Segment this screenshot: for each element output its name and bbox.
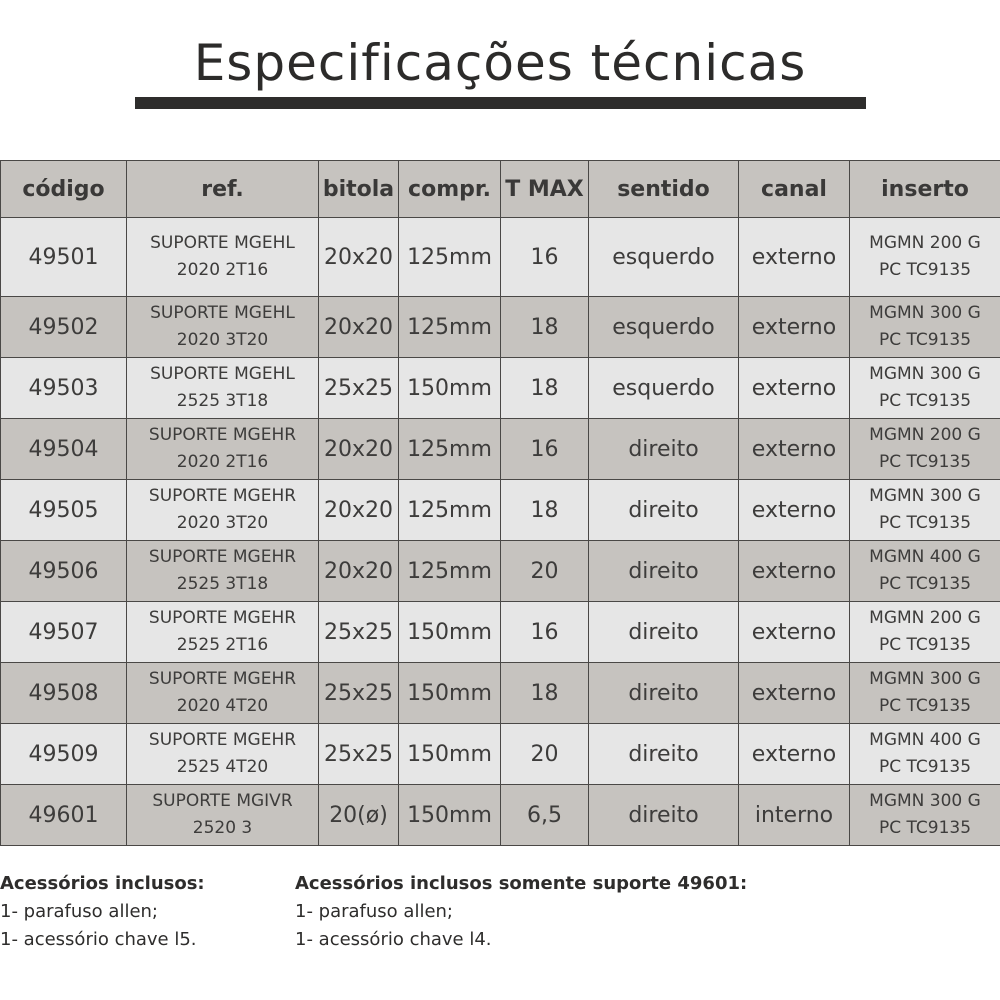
cell-inserto-line: MGMN 300 G — [869, 669, 981, 689]
cell-sentido: esquerdo — [589, 358, 739, 419]
cell-bitola: 20x20 — [319, 419, 399, 480]
cell-compr: 125mm — [399, 297, 501, 358]
table-body — [1, 218, 1000, 846]
cell-compr: 150mm — [399, 602, 501, 663]
cell-tmax: 16 — [501, 218, 589, 297]
cell-inserto-line: MGMN 200 G — [869, 233, 981, 253]
cell-inserto-line: MGMN 300 G — [869, 486, 981, 506]
cell-codigo: 49505 — [1, 480, 127, 541]
cell-ref-line: SUPORTE MGEHL — [150, 364, 295, 384]
cell-inserto — [850, 218, 1000, 297]
table-header-row — [1, 161, 1000, 218]
cell-ref — [127, 602, 319, 663]
cell-canal: externo — [739, 297, 850, 358]
table-row — [1, 541, 1000, 602]
cell-inserto — [850, 785, 1000, 846]
cell-ref — [127, 541, 319, 602]
cell-codigo: 49507 — [1, 602, 127, 663]
cell-ref-line: 2525 4T20 — [176, 757, 269, 777]
cell-inserto — [850, 419, 1000, 480]
cell-inserto-line: MGMN 300 G — [869, 791, 981, 811]
cell-ref-line: 2520 3 — [192, 818, 253, 838]
cell-codigo: 49506 — [1, 541, 127, 602]
cell-inserto-line: PC TC9135 — [878, 574, 972, 594]
cell-ref-line: SUPORTE MGEHR — [148, 486, 297, 506]
cell-ref — [127, 724, 319, 785]
cell-bitola: 20(ø) — [319, 785, 399, 846]
cell-compr: 150mm — [399, 358, 501, 419]
cell-inserto-line: PC TC9135 — [878, 635, 972, 655]
cell-codigo: 49502 — [1, 297, 127, 358]
cell-codigo: 49503 — [1, 358, 127, 419]
cell-sentido: esquerdo — [589, 297, 739, 358]
table-row — [1, 602, 1000, 663]
accessories-item: 1- acessório chave l5. — [0, 929, 197, 950]
cell-codigo: 49601 — [1, 785, 127, 846]
cell-codigo: 49509 — [1, 724, 127, 785]
cell-sentido: direito — [589, 724, 739, 785]
page-title: Especificações técnicas — [193, 34, 807, 92]
cell-ref-line: 2525 3T18 — [176, 574, 269, 594]
cell-canal: externo — [739, 541, 850, 602]
cell-ref — [127, 297, 319, 358]
cell-sentido: direito — [589, 785, 739, 846]
header-inserto: inserto — [850, 161, 1000, 218]
cell-bitola: 25x25 — [319, 358, 399, 419]
accessories-49601-heading: Acessórios inclusos somente suporte 49601: — [295, 873, 748, 894]
accessories-heading: Acessórios inclusos: — [0, 873, 205, 894]
table-row — [1, 724, 1000, 785]
cell-compr: 125mm — [399, 480, 501, 541]
cell-sentido: direito — [589, 419, 739, 480]
table-row — [1, 663, 1000, 724]
header-sentido: sentido — [589, 161, 739, 218]
cell-inserto-line: MGMN 200 G — [869, 608, 981, 628]
accessories-49601-item: 1- parafuso allen; — [295, 901, 453, 922]
cell-tmax: 18 — [501, 663, 589, 724]
cell-compr: 150mm — [399, 724, 501, 785]
cell-ref-line: SUPORTE MGEHR — [148, 730, 297, 750]
cell-canal: externo — [739, 663, 850, 724]
cell-codigo: 49504 — [1, 419, 127, 480]
cell-ref — [127, 480, 319, 541]
cell-compr: 150mm — [399, 663, 501, 724]
cell-ref-line: SUPORTE MGEHR — [148, 608, 297, 628]
cell-sentido: direito — [589, 541, 739, 602]
cell-inserto — [850, 663, 1000, 724]
cell-bitola: 25x25 — [319, 724, 399, 785]
cell-canal: externo — [739, 419, 850, 480]
accessories-49601-item: 1- acessório chave l4. — [295, 929, 492, 950]
cell-sentido: direito — [589, 663, 739, 724]
cell-tmax: 18 — [501, 480, 589, 541]
cell-sentido: esquerdo — [589, 218, 739, 297]
header-tmax: T MAX — [501, 161, 589, 218]
cell-inserto — [850, 724, 1000, 785]
cell-inserto-line: PC TC9135 — [878, 513, 972, 533]
cell-sentido: direito — [589, 602, 739, 663]
cell-inserto — [850, 297, 1000, 358]
title-underline — [135, 97, 866, 109]
specs-table — [0, 160, 1000, 846]
cell-ref-line: SUPORTE MGIVR — [152, 791, 293, 811]
cell-tmax: 20 — [501, 541, 589, 602]
cell-tmax: 18 — [501, 358, 589, 419]
cell-canal: externo — [739, 218, 850, 297]
cell-ref-line: 2020 2T16 — [176, 260, 269, 280]
cell-inserto-line: PC TC9135 — [878, 757, 972, 777]
cell-sentido: direito — [589, 480, 739, 541]
cell-tmax: 16 — [501, 419, 589, 480]
cell-inserto — [850, 480, 1000, 541]
table-row — [1, 480, 1000, 541]
cell-ref-line: 2525 3T18 — [176, 391, 269, 411]
cell-ref-line: 2525 2T16 — [176, 635, 269, 655]
header-compr: compr. — [399, 161, 501, 218]
cell-ref-line: SUPORTE MGEHR — [148, 547, 297, 567]
cell-ref-line: SUPORTE MGEHR — [148, 425, 297, 445]
cell-ref — [127, 785, 319, 846]
cell-ref — [127, 358, 319, 419]
cell-tmax: 6,5 — [501, 785, 589, 846]
table-row — [1, 297, 1000, 358]
cell-ref — [127, 663, 319, 724]
cell-inserto-line: MGMN 400 G — [869, 730, 981, 750]
cell-codigo: 49501 — [1, 218, 127, 297]
table-row — [1, 218, 1000, 297]
cell-tmax: 18 — [501, 297, 589, 358]
table-row — [1, 358, 1000, 419]
cell-tmax: 20 — [501, 724, 589, 785]
cell-inserto-line: MGMN 300 G — [869, 303, 981, 323]
cell-bitola: 25x25 — [319, 663, 399, 724]
cell-ref-line: 2020 3T20 — [176, 513, 269, 533]
cell-inserto-line: PC TC9135 — [878, 452, 972, 472]
header-canal: canal — [739, 161, 850, 218]
cell-inserto-line: PC TC9135 — [878, 330, 972, 350]
cell-inserto — [850, 541, 1000, 602]
cell-tmax: 16 — [501, 602, 589, 663]
cell-compr: 125mm — [399, 541, 501, 602]
cell-ref — [127, 419, 319, 480]
accessories-note — [0, 870, 205, 954]
table-row — [1, 785, 1000, 846]
cell-ref-line: SUPORTE MGEHR — [148, 669, 297, 689]
cell-compr: 125mm — [399, 419, 501, 480]
cell-canal: externo — [739, 480, 850, 541]
cell-inserto — [850, 602, 1000, 663]
cell-bitola: 20x20 — [319, 541, 399, 602]
cell-inserto-line: PC TC9135 — [878, 391, 972, 411]
cell-canal: externo — [739, 602, 850, 663]
cell-compr: 150mm — [399, 785, 501, 846]
table-row — [1, 419, 1000, 480]
cell-ref-line: SUPORTE MGEHL — [150, 233, 295, 253]
cell-inserto — [850, 358, 1000, 419]
cell-ref — [127, 218, 319, 297]
cell-canal: externo — [739, 724, 850, 785]
cell-inserto-line: MGMN 300 G — [869, 364, 981, 384]
accessories-item: 1- parafuso allen; — [0, 901, 158, 922]
cell-inserto-line: PC TC9135 — [878, 818, 972, 838]
cell-canal: externo — [739, 358, 850, 419]
cell-codigo: 49508 — [1, 663, 127, 724]
cell-ref-line: SUPORTE MGEHL — [150, 303, 295, 323]
cell-inserto-line: MGMN 200 G — [869, 425, 981, 445]
accessories-49601-note — [295, 870, 747, 954]
header-bitola: bitola — [319, 161, 399, 218]
cell-bitola: 20x20 — [319, 297, 399, 358]
cell-ref-line: 2020 3T20 — [176, 330, 269, 350]
cell-inserto-line: MGMN 400 G — [869, 547, 981, 567]
header-ref: ref. — [127, 161, 319, 218]
cell-ref-line: 2020 2T16 — [176, 452, 269, 472]
cell-bitola: 25x25 — [319, 602, 399, 663]
cell-compr: 125mm — [399, 218, 501, 297]
cell-inserto-line: PC TC9135 — [878, 696, 972, 716]
cell-bitola: 20x20 — [319, 480, 399, 541]
cell-bitola: 20x20 — [319, 218, 399, 297]
cell-ref-line: 2020 4T20 — [176, 696, 269, 716]
cell-canal: interno — [739, 785, 850, 846]
header-codigo: código — [1, 161, 127, 218]
cell-inserto-line: PC TC9135 — [878, 260, 972, 280]
